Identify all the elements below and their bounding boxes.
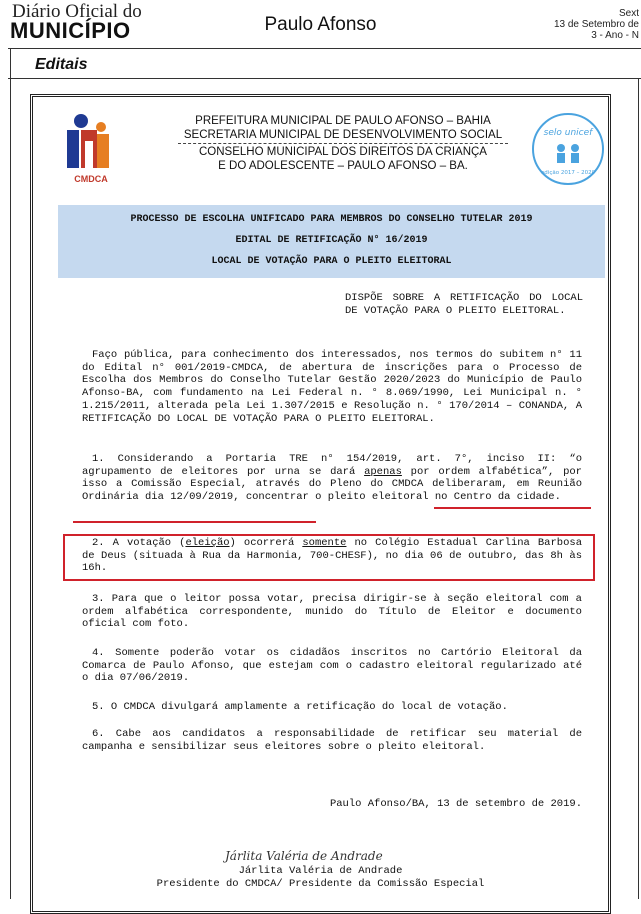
cmdca-logo-icon xyxy=(61,111,121,175)
divider xyxy=(10,48,11,899)
cmdca-logo xyxy=(61,111,121,191)
item-3: 3. Para que o leitor possa votar, precisa dirigir-se à seção eleitoral com a ordem alfabética correspondente, munido do Título de Eleitor e documento oficial com foto. xyxy=(82,593,582,631)
title-banner xyxy=(58,205,605,278)
highlight-underline xyxy=(434,507,591,509)
intro-paragraph: Faço pública, para conhecimento dos interessados, nos termos do subitem n° 11 do Edital n° 001/2019-CMDCA, de abertura de inscrições para o Processo de Escolha dos Membros do Conselho Tutelar Gestão 2020/2023 do Município de Paulo Afonso-BA, com fundamento na Lei Federal n. ° 8.069/1990, Lei Municipal n. ° 1.215/2011, alterada pela Lei 1.307/2015 e Resolução n. ° 170/2014 – CONANDA, A RETIFICAÇÃO DO LOCAL DE VOTAÇÃO PARA O PLEITO ELEITORAL. xyxy=(82,349,582,425)
item-6: 6. Cabe aos candidatos a responsabilidade de retificar seu material de campanha e sensibilizar seus eleitores sobre o pleito eleitoral. xyxy=(82,728,582,753)
document-frame xyxy=(30,94,611,914)
seal-top-text: selo unicef xyxy=(543,128,593,138)
org-line1: PREFEITURA MUNICIPAL DE PAULO AFONSO – BAHIA xyxy=(195,115,491,127)
handwritten-signature: Járlita Valéria de Andrade xyxy=(225,849,383,863)
divider xyxy=(8,48,641,49)
masthead xyxy=(0,0,641,44)
item-1: 1. Considerando a Portaria TRE n° 154/2019, art. 7°, inciso II: “o agrupamento de eleitores por urna se dará apenas por ordem alfabética”, por isso a Comissão Especial, através do Pleno do CMDCA deliberaram, em Reunião Ordinária dia 12/09/2019, concentrar o pleito eleitoral no Centro da cidade. xyxy=(82,453,582,504)
banner-line3: LOCAL DE VOTAÇÃO PARA O PLEITO ELEITORAL xyxy=(211,256,452,267)
cmdca-label: CMDCA xyxy=(74,174,108,184)
seal-bottom-text: edição 2017 – 2020 xyxy=(540,170,596,176)
org-line3: CONSELHO MUNICIPAL DOS DIREITOS DA CRIANÇA xyxy=(199,146,487,158)
banner-line1: PROCESSO DE ESCOLHA UNIFICADO PARA MEMBROS DO CONSELHO TUTELAR 2019 xyxy=(130,214,533,225)
unicef-seal-icon xyxy=(530,111,606,187)
section-title: Editais xyxy=(35,56,88,73)
item-5: 5. O CMDCA divulgará amplamente a retificação do local de votação. xyxy=(92,701,508,713)
signatory-role: Presidente do CMDCA/ Presidente da Comissão Especial xyxy=(156,878,485,890)
divider xyxy=(8,78,641,79)
banner-line2: EDITAL DE RETIFICAÇÃO N° 16/2019 xyxy=(235,235,428,246)
org-line4: E DO ADOLESCENTE – PAULO AFONSO – BA. xyxy=(218,159,468,172)
item-4: 4. Somente poderão votar os cidadãos inscritos no Cartório Eleitoral da Comarca de Paulo Afonso, que estejam com o cadastro eleitoral regularizado até o dia 07/06/2019. xyxy=(82,647,582,685)
item-2: 2. A votação (eleição) ocorrerá somente no Colégio Estadual Carlina Barbosa de Deus (situada à Rua da Harmonia, 700-CHESF), no dia 06 de outubro, das 8h às 16h. xyxy=(82,537,582,575)
org-line2: SECRETARIA MUNICIPAL DE DESENVOLVIMENTO SOCIAL xyxy=(183,128,503,141)
organization-header xyxy=(153,115,533,173)
logo-line1: Diário Oficial do xyxy=(12,1,142,22)
signatory-name: Járlita Valéria de Andrade xyxy=(238,865,403,877)
highlight-underline xyxy=(73,521,316,523)
ementa: DISPÕE SOBRE A RETIFICAÇÃO DO LOCAL DE VOTAÇÃO PARA O PLEITO ELEITORAL. xyxy=(345,292,583,317)
place-date: Paulo Afonso/BA, 13 de setembro de 2019. xyxy=(329,798,582,810)
divider xyxy=(178,143,508,144)
city-title: Paulo Afonso xyxy=(264,14,377,35)
logo-line2: MUNICÍPIO xyxy=(10,18,131,43)
divider xyxy=(638,78,639,899)
edition-date: Sext 13 de Setembro de 3 - Ano - N xyxy=(553,8,639,41)
